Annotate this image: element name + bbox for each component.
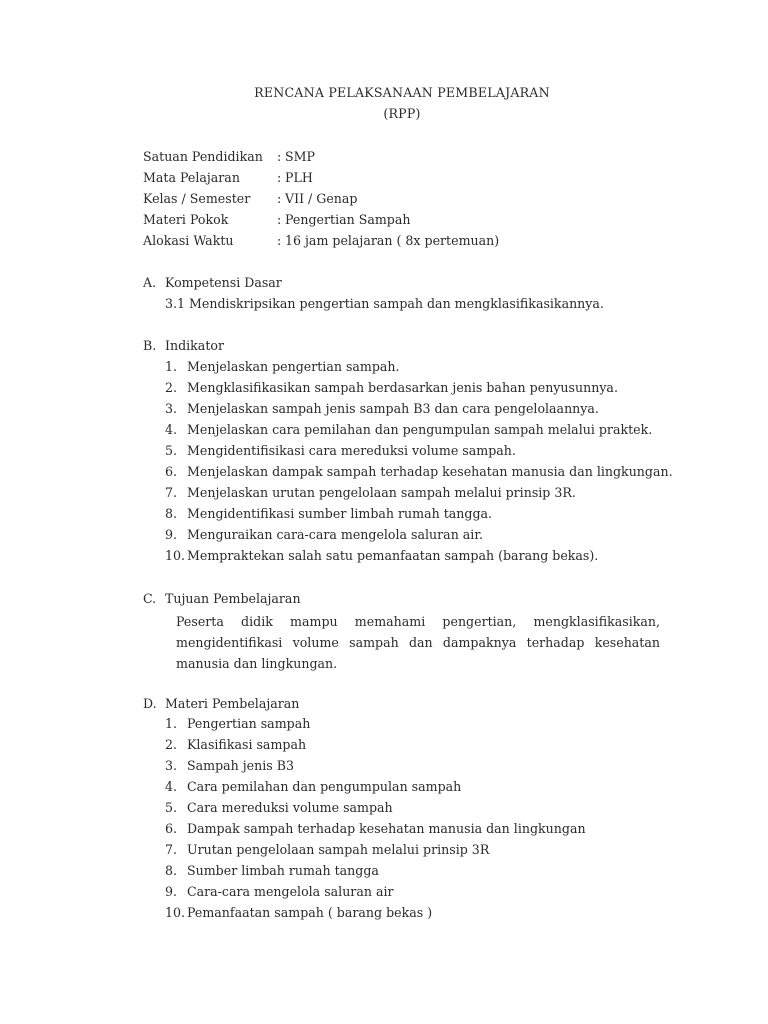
list-item-text: Cara mereduksi volume sampah [187, 800, 393, 815]
list-number: 7. [165, 842, 178, 857]
list-item-text: Mengidentifisikasi cara mereduksi volume sampah. [187, 443, 516, 458]
identity-value: 16 jam pelajaran ( 8x pertemuan) [285, 233, 500, 248]
list-item-text: Menjelaskan pengertian sampah. [187, 359, 400, 374]
list-item-text: Pengertian sampah [187, 716, 311, 731]
list-number: 4. [165, 779, 178, 794]
list-item-text: Urutan pengelolaan sampah melalui prinsip 3R [187, 842, 490, 857]
section-letter: D. [143, 696, 157, 711]
document-title: RENCANA PELAKSANAAN PEMBELAJARAN [254, 85, 550, 100]
list-number: 1. [165, 716, 178, 731]
identity-colon: : [277, 233, 282, 248]
identity-value: PLH [285, 170, 313, 185]
list-item-text: Cara-cara mengelola saluran air [187, 884, 394, 899]
list-number: 2. [165, 737, 178, 752]
section-title: Tujuan Pembelajaran [165, 591, 301, 606]
identity-value: SMP [285, 149, 315, 164]
list-item-text: Cara pemilahan dan pengumpulan sampah [187, 779, 462, 794]
list-item-text: Sampah jenis B3 [187, 758, 294, 773]
identity-label: Satuan Pendidikan [143, 149, 263, 164]
list-number: 8. [165, 863, 178, 878]
list-item-text: Menjelaskan urutan pengelolaan sampah melalui prinsip 3R. [187, 485, 576, 500]
kompetensi-dasar-text: 3.1 Mendiskripsikan pengertian sampah dan mengklasifikasikannya. [165, 296, 604, 311]
identity-colon: : [277, 149, 282, 164]
list-number: 10. [165, 905, 186, 920]
list-number: 10. [165, 548, 186, 563]
list-number: 5. [165, 800, 178, 815]
list-number: 6. [165, 821, 178, 836]
list-number: 2. [165, 380, 178, 395]
list-item-text: Mengidentifikasi sumber limbah rumah tangga. [187, 506, 493, 521]
tujuan-paragraph-block [176, 611, 660, 674]
list-number: 6. [165, 464, 178, 479]
list-number: 9. [165, 884, 178, 899]
list-number: 8. [165, 506, 178, 521]
section-title: Kompetensi Dasar [165, 275, 282, 290]
identity-label: Materi Pokok [143, 212, 229, 227]
tujuan-paragraph: Peserta didik mampu memahami pengertian, mengklasifikasikan, mengidentifikasi volume sampah dan dampaknya terhadap kesehatan manusia dan lingkungan. [176, 614, 660, 671]
list-number: 1. [165, 359, 178, 374]
section-letter: B. [143, 338, 157, 353]
list-item-text: Mengklasifikasikan sampah berdasarkan jenis bahan penyusunnya. [187, 380, 618, 395]
identity-label: Kelas / Semester [143, 191, 251, 206]
list-item-text: Menjelaskan cara pemilahan dan pengumpulan sampah melalui praktek. [187, 422, 653, 437]
section-title: Materi Pembelajaran [165, 696, 300, 711]
identity-colon: : [277, 191, 282, 206]
list-item-text: Mempraktekan salah satu pemanfaatan sampah (barang bekas). [187, 548, 599, 563]
list-number: 3. [165, 758, 178, 773]
list-item-text: Menjelaskan sampah jenis sampah B3 dan cara pengelolaannya. [187, 401, 599, 416]
identity-colon: : [277, 212, 282, 227]
list-number: 3. [165, 401, 178, 416]
list-item-text: Klasifikasi sampah [187, 737, 307, 752]
list-number: 7. [165, 485, 178, 500]
identity-value: VII / Genap [285, 191, 358, 206]
list-number: 4. [165, 422, 178, 437]
list-number: 5. [165, 443, 178, 458]
identity-label: Mata Pelajaran [143, 170, 240, 185]
identity-value: Pengertian Sampah [285, 212, 411, 227]
list-item-text: Pemanfaatan sampah ( barang bekas ) [187, 905, 433, 920]
section-letter: A. [143, 275, 157, 290]
document-subtitle: (RPP) [383, 106, 421, 121]
section-title: Indikator [165, 338, 224, 353]
section-letter: C. [143, 591, 157, 606]
list-number: 9. [165, 527, 178, 542]
list-item-text: Sumber limbah rumah tangga [187, 863, 379, 878]
list-item-text: Dampak sampah terhadap kesehatan manusia dan lingkungan [187, 821, 586, 836]
list-item-text: Menjelaskan dampak sampah terhadap kesehatan manusia dan lingkungan. [187, 464, 673, 479]
list-item-text: Menguraikan cara-cara mengelola saluran air. [187, 527, 483, 542]
identity-label: Alokasi Waktu [143, 233, 234, 248]
identity-colon: : [277, 170, 282, 185]
